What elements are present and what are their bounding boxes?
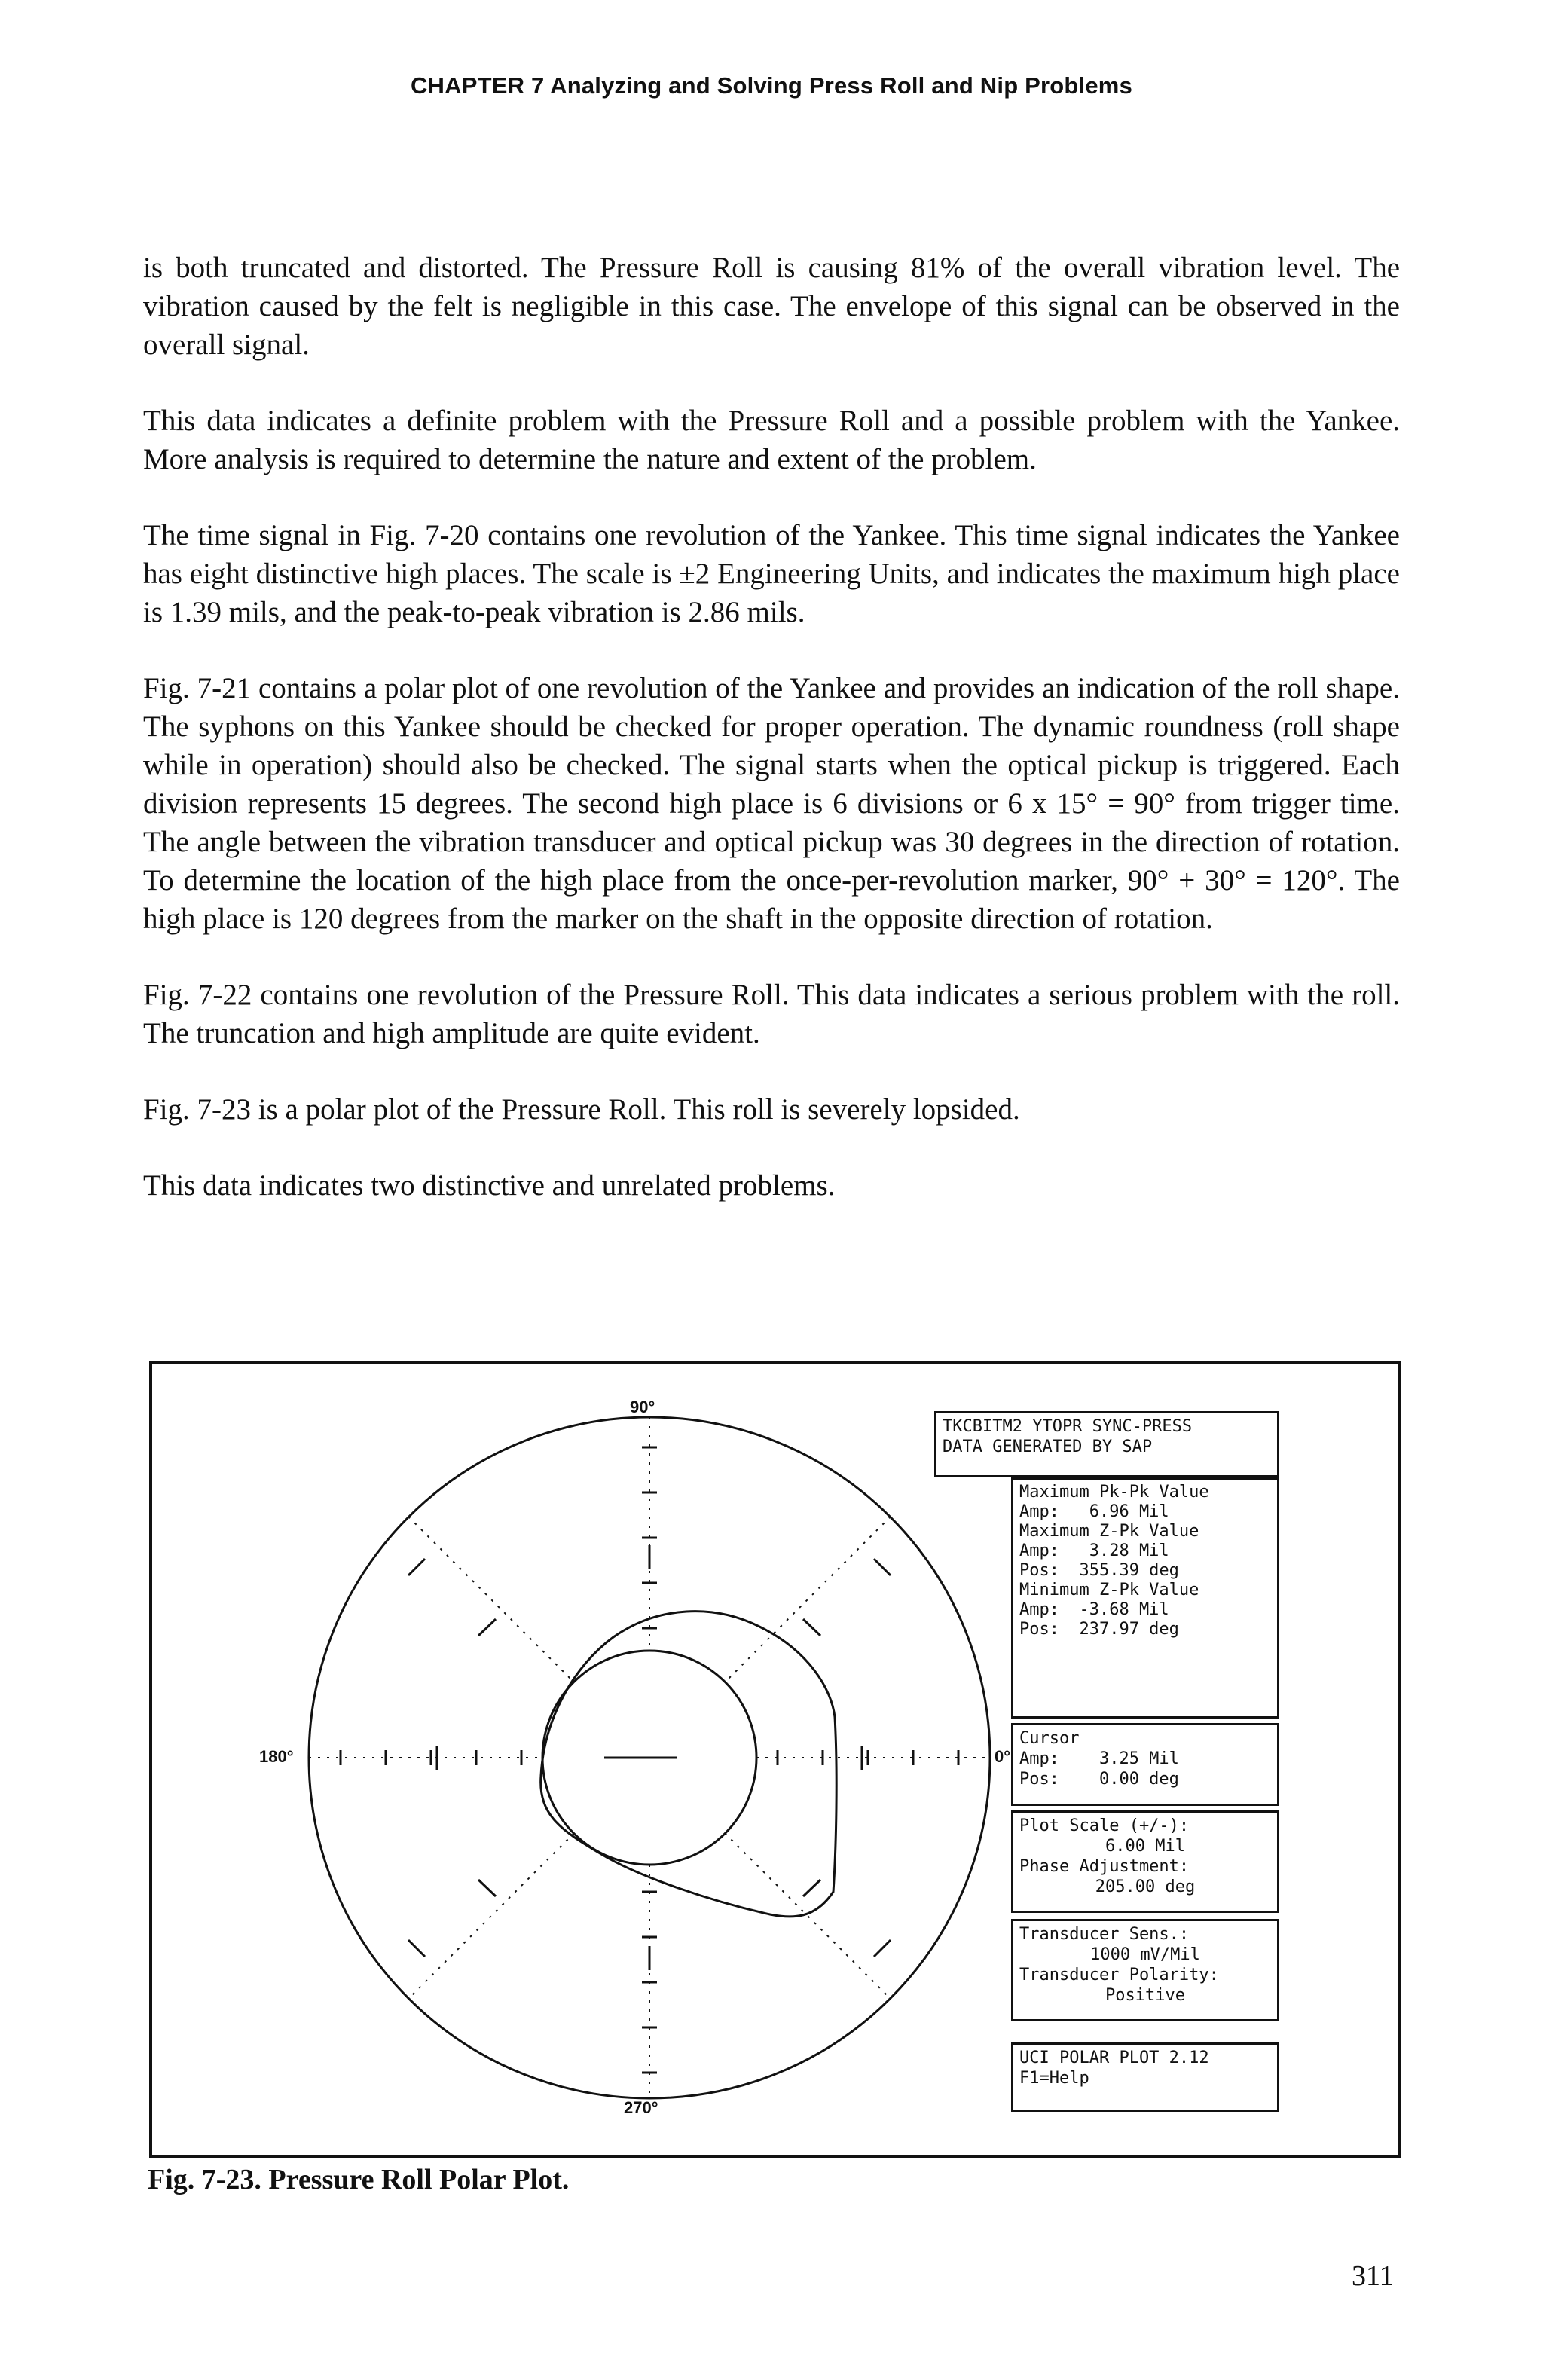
page-number: 311 xyxy=(1352,2260,1394,2292)
cursor-panel: Cursor Amp: 3.25 Mil Pos: 0.00 deg xyxy=(1011,1723,1279,1806)
axis-label-90: 90° xyxy=(630,1398,655,1416)
version-panel: UCI POLAR PLOT 2.12 F1=Help xyxy=(1011,2042,1279,2112)
axis-label-180: 180° xyxy=(259,1747,294,1766)
paragraph-7: This data indicates two distinctive and unrelated problems. xyxy=(143,1169,836,1202)
transducer-panel: Transducer Sens.: 1000 mV/Mil Transducer Polarity: Positive xyxy=(1011,1919,1279,2021)
figure-caption: Fig. 7-23. Pressure Roll Polar Plot. xyxy=(148,2164,570,2195)
paragraph-3: The time signal in Fig. 7-20 contains one revolution of the Yankee. This time signal indicates the Yankee has eight distinctive high places. The scale is ±2 Engineering Units, and indicates the maximum high place is 1.39 mils, and the peak-to-peak vibration is 2.86 mils. xyxy=(143,519,1400,628)
running-header: CHAPTER 7 Analyzing and Solving Press Roll and Nip Problems xyxy=(410,72,1133,99)
paragraph-4: Fig. 7-21 contains a polar plot of one revolution of the Yankee and provides an indication of the roll shape. The syphons on this Yankee should be checked for proper operation. The dynamic roundness (roll shape while in operation) should also be checked. The signal starts when the optical pickup is triggered. Each division represents 15 degrees. The second high place is 6 divisions or 6 x 15° = 90° from trigger time. The angle between the vibration transducer and optical pickup was 30 degrees in the direction of rotation. To determine the location of the high place from the once-per-revolution marker, 90° + 30° = 120°. The high place is 120 degrees from the marker on the shaft in the opposite direction of rotation. xyxy=(143,672,1400,935)
amplitude-panel: Maximum Pk-Pk Value Amp: 6.96 Mil Maximum Z-Pk Value Amp: 3.28 Mil Pos: 355.39 deg Minimum Z-Pk Value Amp: -3.68 Mil Pos: 237.97 deg xyxy=(1011,1477,1279,1719)
paragraph-1: is both truncated and distorted. The Pressure Roll is causing 81% of the overall vibration level. The vibration caused by the felt is negligible in this case. The envelope of this signal can be observed in the overall signal. xyxy=(143,252,1400,361)
body-text xyxy=(143,249,1400,1242)
polar-plot-figure xyxy=(149,1361,1401,2158)
axis-label-270: 270° xyxy=(624,2098,658,2117)
paragraph-2: This data indicates a definite problem with the Pressure Roll and a possible problem with the Yankee. More analysis is required to determine the nature and extent of the problem. xyxy=(143,405,1400,475)
axis-label-0: 0° xyxy=(995,1747,1011,1766)
division-ticks xyxy=(341,1447,958,2073)
paragraph-5: Fig. 7-22 contains one revolution of the Pressure Roll. This data indicates a serious problem with the roll. The truncation and high amplitude are quite evident. xyxy=(143,979,1400,1049)
scale-panel: Plot Scale (+/-): 6.00 Mil Phase Adjustment: 205.00 deg xyxy=(1011,1810,1279,1913)
paragraph-6: Fig. 7-23 is a polar plot of the Pressure Roll. This roll is severely lopsided. xyxy=(143,1093,1020,1126)
info-title-panel: TKCBITM2 YTOPR SYNC-PRESS DATA GENERATED BY SAP xyxy=(934,1411,1279,1477)
